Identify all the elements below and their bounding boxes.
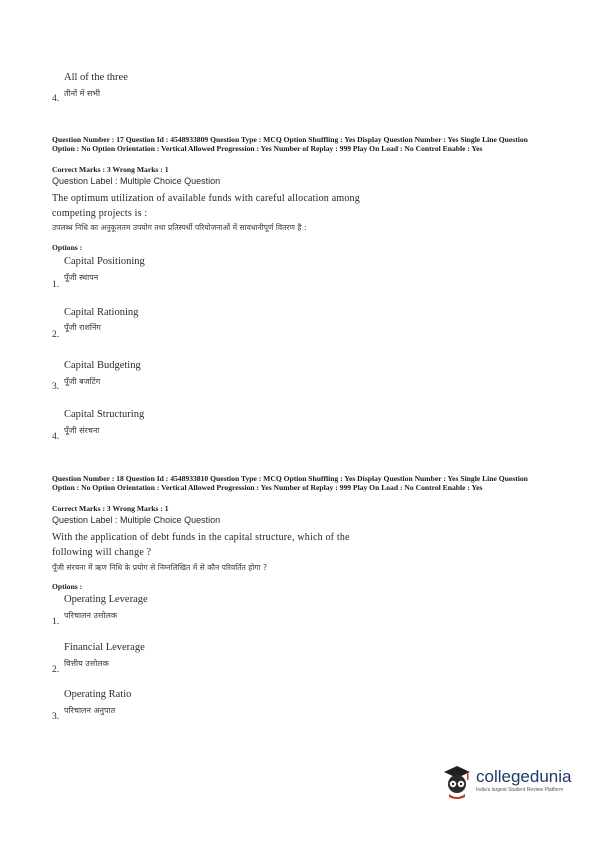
q17-metadata: Question Number : 17 Question Id : 4548933809 Question Type : MCQ Option Shuffling : Yes Display Question Number : Yes Single Line Question Option : No Option Orientation : Vertical Allowed Progression : Yes Number of Replay : 999 Play On Load : No Control Enable : Yes: [52, 135, 528, 153]
q17-text-hindi: उपलब्ध निधि का अनुकूलतम उपयोग तथा प्रतिस्पर्धी परियोजनाओं में सावधानीपूर्ण वितरण है :: [52, 223, 307, 232]
collegedunia-logo: [440, 763, 580, 803]
q18-option-3-number: 3.: [52, 712, 60, 722]
q18-option-3-hindi: परिचालन अनुपात: [64, 706, 116, 715]
q18-option-1-number: 1.: [52, 617, 60, 627]
q17-option-1-english: Capital Positioning: [64, 256, 145, 267]
q18-option-2-english: Financial Leverage: [64, 642, 145, 653]
q18-option-2-number: 2.: [52, 665, 60, 675]
q17-option-4-hindi: पूँजी संरचना: [64, 426, 100, 435]
q17-option-4-number: 4.: [52, 432, 60, 442]
q18-options-title: Options :: [52, 582, 83, 591]
q18-text-line-1: With the application of debt funds in the capital structure, which of the: [52, 532, 350, 543]
q18-question-label: Question Label : Multiple Choice Question: [52, 515, 221, 525]
graduate-mascot-icon: [440, 763, 474, 801]
q18-text-hindi: पूँजी संरचना में ऋण निधि के प्रयोग से निम्नलिखित में से कौन परिवर्तित होगा ?: [52, 563, 267, 572]
q18-option-1-hindi: परिचालन उत्तोलक: [64, 611, 117, 620]
prev-option-4-hindi: तीनों में सभी: [64, 89, 101, 98]
q18-option-1-english: Operating Leverage: [64, 594, 148, 605]
q17-question-label: Question Label : Multiple Choice Question: [52, 176, 221, 186]
q18-option-3-english: Operating Ratio: [64, 689, 132, 700]
q17-option-4-english: Capital Structuring: [64, 409, 145, 420]
q17-options-title: Options :: [52, 243, 83, 252]
logo-tagline: India's largest Student Review Platform: [476, 787, 564, 793]
q18-marks: Correct Marks : 3 Wrong Marks : 1: [52, 504, 169, 513]
q17-option-2-number: 2.: [52, 330, 60, 340]
q17-marks: Correct Marks : 3 Wrong Marks : 1: [52, 165, 169, 174]
prev-option-4-english: All of the three: [64, 72, 128, 83]
q17-option-3-hindi: पूँजी बजटिंग: [64, 377, 101, 386]
q17-option-3-number: 3.: [52, 382, 60, 392]
q17-option-3-english: Capital Budgeting: [64, 360, 141, 371]
prev-option-4-number: 4.: [52, 94, 60, 104]
q18-text-line-2: following will change ?: [52, 547, 152, 558]
q18-metadata: Question Number : 18 Question Id : 4548933810 Question Type : MCQ Option Shuffling : Yes Display Question Number : Yes Single Line Question Option : No Option Orientation : Vertical Allowed Progression : Yes Number of Replay : 999 Play On Load : No Control Enable : Yes: [52, 474, 528, 492]
q17-option-1-hindi: पूँजी स्थापन: [64, 273, 99, 282]
q17-text-line-2: competing projects is :: [52, 208, 148, 219]
q17-option-1-number: 1.: [52, 280, 60, 290]
q17-option-2-hindi: पूँजी राशनिंग: [64, 323, 101, 332]
logo-wordmark: collegedunia: [476, 767, 572, 786]
q17-option-2-english: Capital Rationing: [64, 307, 139, 318]
q18-option-2-hindi: वित्तीय उत्तोलक: [64, 659, 109, 668]
q17-text-line-1: The optimum utilization of available funds with careful allocation among: [52, 193, 360, 204]
